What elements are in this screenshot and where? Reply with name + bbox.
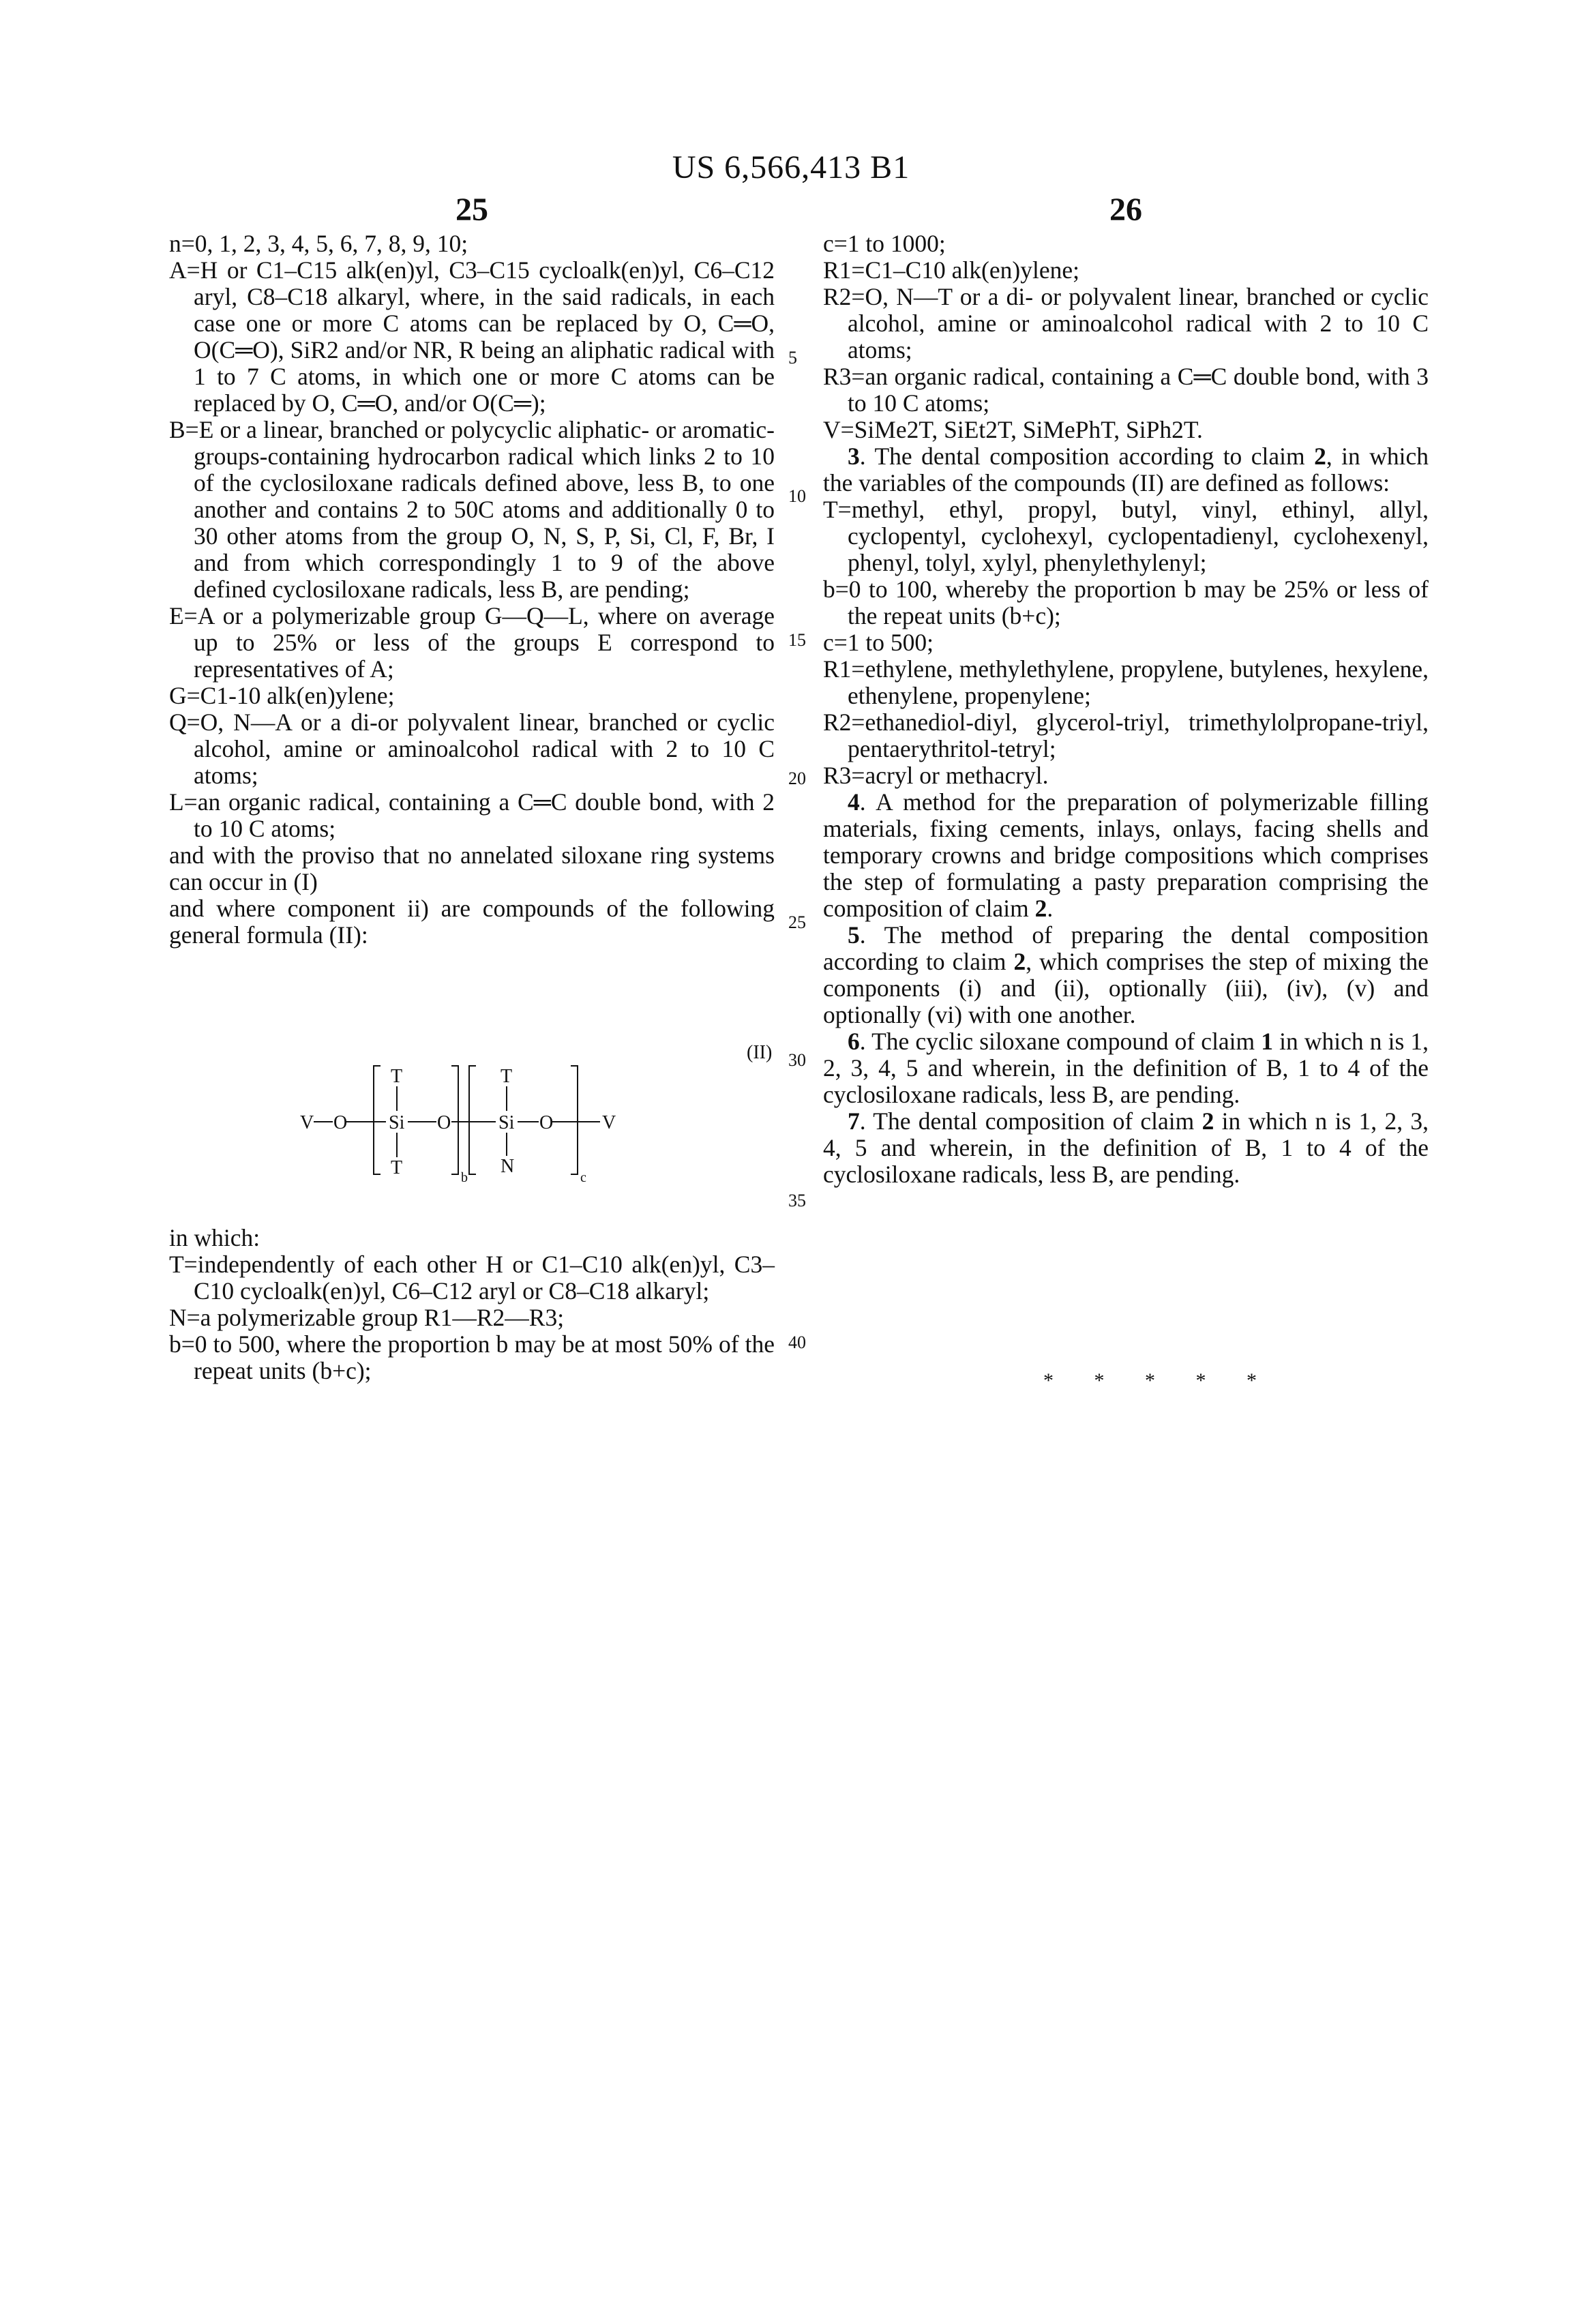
definition-l: L=an organic radical, containing a C═C double bond, with 2 to 10 C atoms; bbox=[169, 789, 775, 842]
formula-t-top-1: T bbox=[391, 1066, 402, 1087]
formula-n-bottom: N bbox=[501, 1156, 514, 1177]
formula-t-top-2: T bbox=[501, 1066, 512, 1087]
line-number-35: 35 bbox=[788, 1191, 806, 1211]
definition-r1: R1=C1–C10 alk(en)ylene; bbox=[823, 257, 1429, 284]
claim-3-text-end: , in which the variables of the compounds (II) are defined as follows: bbox=[823, 443, 1429, 496]
chemical-formula-ii bbox=[300, 1060, 641, 1187]
formula-o-1: O bbox=[333, 1112, 347, 1133]
formula-o-3: O bbox=[539, 1112, 553, 1133]
column-number-left: 25 bbox=[456, 191, 488, 228]
claim-3 bbox=[823, 443, 1429, 496]
claim-3-number: 3 bbox=[848, 443, 860, 470]
claim-7-text: . The dental composition of claim bbox=[860, 1107, 1202, 1135]
formula-subscript-c: c bbox=[580, 1170, 586, 1185]
definition-n-group: N=a polymerizable group R1—R2—R3; bbox=[169, 1305, 775, 1331]
claim-3-r3: R3=acryl or methacryl. bbox=[823, 762, 1429, 789]
claim-5 bbox=[823, 922, 1429, 1028]
in-which-label: in which: bbox=[169, 1225, 775, 1251]
definition-a: A=H or C1–C15 alk(en)yl, C3–C15 cycloalk(en)yl, C6–C12 aryl, C8–C18 alkaryl, where, in the said radicals, in each case one or more C atoms can be replaced by O, C═O, O(C═O), SiR2 and/or NR, R being an aliphatic radical with 1 to 7 C atoms, in which one or more C atoms can be replaced by O, C═O, and/or O(C═); bbox=[169, 257, 775, 417]
left-column bbox=[169, 230, 775, 949]
formula-subscript-b: b bbox=[461, 1170, 468, 1185]
component-ii-intro: and where component ii) are compounds of the following general formula (II): bbox=[169, 895, 775, 949]
line-number-25: 25 bbox=[788, 912, 806, 933]
claim-6-number: 6 bbox=[848, 1028, 860, 1055]
definition-c: c=1 to 1000; bbox=[823, 230, 1429, 257]
claim-3-c: c=1 to 500; bbox=[823, 629, 1429, 656]
definition-b-range: b=0 to 500, where the proportion b may be at most 50% of the repeat units (b+c); bbox=[169, 1331, 775, 1384]
claim-6-text: . The cyclic siloxane compound of claim bbox=[860, 1028, 1262, 1055]
claim-7 bbox=[823, 1108, 1429, 1188]
claim-5-text-end: , which comprises the step of mixing the components (i) and (ii), optionally (iii), (iv), (v) and optionally (vi) with one another. bbox=[823, 948, 1429, 1028]
line-number-5: 5 bbox=[788, 348, 797, 368]
left-column-lower bbox=[169, 1225, 775, 1384]
claim-4-ref: 2 bbox=[1035, 895, 1047, 922]
definition-r2: R2=O, N—T or a di- or polyvalent linear, branched or cyclic alcohol, amine or aminoalcohol radical with 2 to 10 C atoms; bbox=[823, 284, 1429, 363]
claim-4-text: . A method for the preparation of polymerizable filling materials, fixing cements, inlays, onlays, facing shells and temporary crowns and bridge compositions which comprises the step of formulating a pasty preparation comprising the composition of claim bbox=[823, 788, 1429, 922]
claim-4-text-end: . bbox=[1047, 895, 1053, 922]
line-number-20: 20 bbox=[788, 769, 806, 789]
claim-4-number: 4 bbox=[848, 788, 860, 816]
claim-6-ref: 1 bbox=[1261, 1028, 1273, 1055]
claim-7-number: 7 bbox=[848, 1107, 860, 1135]
definition-g: G=C1-10 alk(en)ylene; bbox=[169, 683, 775, 709]
definition-r3: R3=an organic radical, containing a C═C double bond, with 3 to 10 C atoms; bbox=[823, 363, 1429, 417]
patent-number: US 6,566,413 B1 bbox=[0, 149, 1582, 186]
line-number-10: 10 bbox=[788, 486, 806, 507]
claim-5-number: 5 bbox=[848, 921, 860, 949]
line-number-15: 15 bbox=[788, 630, 806, 651]
formula-label: (II) bbox=[747, 1042, 772, 1064]
proviso-text: and with the proviso that no annelated siloxane ring systems can occur in (I) bbox=[169, 842, 775, 895]
claim-7-text-end: in which n is 1, 2, 3, 4, 5 and wherein, in the definition of B, 1 to 4 of the cyclosiloxane radicals, less B, are pending. bbox=[823, 1107, 1429, 1188]
line-number-40: 40 bbox=[788, 1332, 806, 1353]
claim-3-t: T=methyl, ethyl, propyl, butyl, vinyl, ethinyl, allyl, cyclopentyl, cyclohexyl, cyclopentadienyl, cyclohexenyl, phenyl, tolyl, xylyl, phenylethylenyl; bbox=[823, 496, 1429, 576]
claim-7-ref: 2 bbox=[1202, 1107, 1214, 1135]
claim-6 bbox=[823, 1028, 1429, 1108]
definition-b: B=E or a linear, branched or polycyclic aliphatic- or aromatic-groups-containing hydrocarbon radical which links 2 to 10 of the cyclosiloxane radicals defined above, less B, to one another and contains 2 to 50C atoms and additionally 0 to 30 other atoms from the group O, N, S, P, Si, Cl, F, Br, I and from which correspondingly 1 to 9 of the above defined cyclosiloxane radicals, less B, are pending; bbox=[169, 417, 775, 603]
claim-3-r2: R2=ethanediol-diyl, glycerol-triyl, trimethylolpropane-triyl, pentaerythritol-tetryl; bbox=[823, 709, 1429, 762]
claim-3-b: b=0 to 100, whereby the proportion b may be 25% or less of the repeat units (b+c); bbox=[823, 576, 1429, 629]
right-column bbox=[823, 230, 1429, 1188]
claim-3-r1: R1=ethylene, methylethylene, propylene, butylenes, hexylene, ethenylene, propenylene; bbox=[823, 656, 1429, 709]
end-of-document-stars: * * * * * bbox=[1043, 1369, 1274, 1392]
claim-5-text: . The method of preparing the dental composition according to claim bbox=[823, 921, 1429, 975]
definition-q: Q=O, N—A or a di-or polyvalent linear, branched or cyclic alcohol, amine or aminoalcohol radical with 2 to 10 C atoms; bbox=[169, 709, 775, 789]
definition-t: T=independently of each other H or C1–C10 alk(en)yl, C3–C10 cycloalk(en)yl, C6–C12 aryl or C8–C18 alkaryl; bbox=[169, 1251, 775, 1305]
formula-t-bottom-1: T bbox=[391, 1157, 402, 1178]
definition-n: n=0, 1, 2, 3, 4, 5, 6, 7, 8, 9, 10; bbox=[169, 230, 775, 257]
formula-o-2: O bbox=[437, 1112, 451, 1133]
definition-v: V=SiMe2T, SiEt2T, SiMePhT, SiPh2T. bbox=[823, 417, 1429, 443]
formula-si-1: Si bbox=[389, 1112, 405, 1133]
formula-v-right: V bbox=[602, 1112, 616, 1133]
column-number-right: 26 bbox=[1109, 191, 1142, 228]
claim-4 bbox=[823, 789, 1429, 922]
line-number-30: 30 bbox=[788, 1050, 806, 1071]
formula-v-left: V bbox=[300, 1112, 314, 1133]
definition-e: E=A or a polymerizable group G—Q—L, where on average up to 25% or less of the groups E correspond to representatives of A; bbox=[169, 603, 775, 683]
formula-si-2: Si bbox=[498, 1112, 515, 1133]
claim-3-text: . The dental composition according to claim bbox=[860, 443, 1314, 470]
claim-3-ref: 2 bbox=[1314, 443, 1326, 470]
claim-5-ref: 2 bbox=[1013, 948, 1026, 975]
claim-6-text-end: in which n is 1, 2, 3, 4, 5 and wherein, in the definition of B, 1 to 4 of the cyclosiloxane radicals, less B, are pending. bbox=[823, 1028, 1429, 1108]
